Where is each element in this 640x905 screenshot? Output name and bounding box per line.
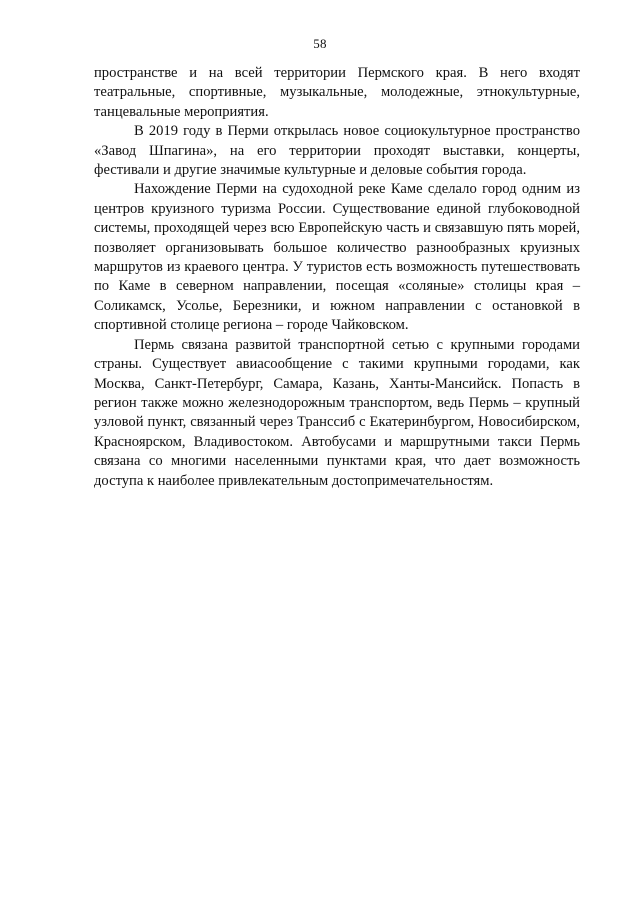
paragraph-continuation: пространстве и на всей территории Пермского края. В него входят театральные, спортивные, музыкальные, молодежные, этнокультурные, танцевальные мероприятия.: [94, 65, 580, 120]
paragraph-transport: Пермь связана развитой транспортной сетью с крупными городами страны. Существует авиасообщение с такими крупными городами, как Москва, Санкт-Петербург, Самара, Казань, Ханты-Мансийск. Попасть в регион также можно железнодорожным транспортом, ведь Пермь – крупный узловой пункт, связанный через Транссиб с Екатеринбургом, Новосибирском, Красноярском, Владивостоком. Автобусами и маршрутными такси Пермь связана со многими населенными пунктами края, что дает возможность доступа к наиболее привлекательным достопримечательностям.: [94, 336, 580, 489]
document-body: [94, 64, 580, 491]
page-number: 58: [313, 36, 327, 51]
paragraph-river-cruises: Нахождение Перми на судоходной реке Каме сделало город одним из центров круизного туризма России. Существование единой глубоководной системы, проходящей через всю Европейскую часть и связавшую пять морей, позволяет организовывать большое количество разнообразных круизных маршрутов из краевого центра. У туристов есть возможность путешествовать по Каме в северном направлении, посещая «соляные» столицы края – Соликамск, Усолье, Березники, и южном направлении с остановкой в спортивной столице региона – городе Чайковском.: [94, 181, 580, 334]
paragraph-zavod-shpagina: В 2019 году в Перми открылась новое социокультурное пространство «Завод Шпагина», на его территории проходят выставки, концерты, фестивали и другие значимые культурные и деловые события города.: [94, 123, 580, 179]
